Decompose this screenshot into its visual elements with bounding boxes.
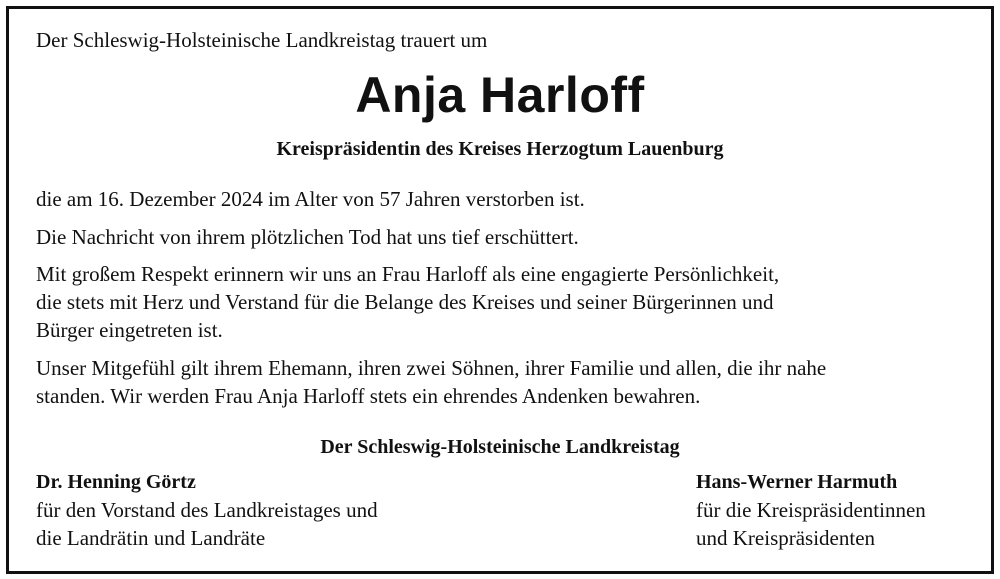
paragraph-respect xyxy=(36,260,976,344)
paragraph-condolence xyxy=(36,354,976,410)
paragraph-shock xyxy=(36,223,976,251)
paragraph-line: Mit großem Respekt erinnern wir uns an Frau Harloff als eine engagierte Persönlichkeit, xyxy=(36,262,780,286)
paragraph-line: Bürger eingetreten ist. xyxy=(36,318,223,342)
signatory-role-line: und Kreispräsidenten xyxy=(696,526,876,550)
signatory-name: Hans-Werner Harmuth xyxy=(696,471,898,493)
deceased-name: Anja Harloff xyxy=(355,67,645,123)
signatory-role-line: die Landrätin und Landräte xyxy=(36,526,266,550)
signatory-role-line: für den Vorstand des Landkreistages und xyxy=(36,498,378,522)
signatory-right xyxy=(696,468,926,552)
paragraph-line: Unser Mitgefühl gilt ihrem Ehemann, ihren zwei Söhnen, ihrer Familie und allen, die ihr nahe xyxy=(36,356,827,380)
signatory-left xyxy=(36,468,378,552)
intro-line: Der Schleswig-Holsteinische Landkreistag trauert um xyxy=(36,28,488,52)
signatory-role-line: für die Kreispräsidentinnen xyxy=(696,498,926,522)
organization-name: Der Schleswig-Holsteinische Landkreistag xyxy=(320,436,680,458)
paragraph-line: Die Nachricht von ihrem plötzlichen Tod hat uns tief erschüttert. xyxy=(36,225,579,249)
paragraph-line: standen. Wir werden Frau Anja Harloff stets ein ehrendes Andenken bewahren. xyxy=(36,384,701,408)
paragraph-line: die stets mit Herz und Verstand für die Belange des Kreises und seiner Bürgerinnen und xyxy=(36,290,774,314)
signatory-name: Dr. Henning Görtz xyxy=(36,471,196,493)
deceased-role: Kreispräsidentin des Kreises Herzogtum Lauenburg xyxy=(276,138,724,160)
paragraph-line: die am 16. Dezember 2024 im Alter von 57 Jahren verstorben ist. xyxy=(36,187,585,211)
paragraph-death-date xyxy=(36,185,976,213)
